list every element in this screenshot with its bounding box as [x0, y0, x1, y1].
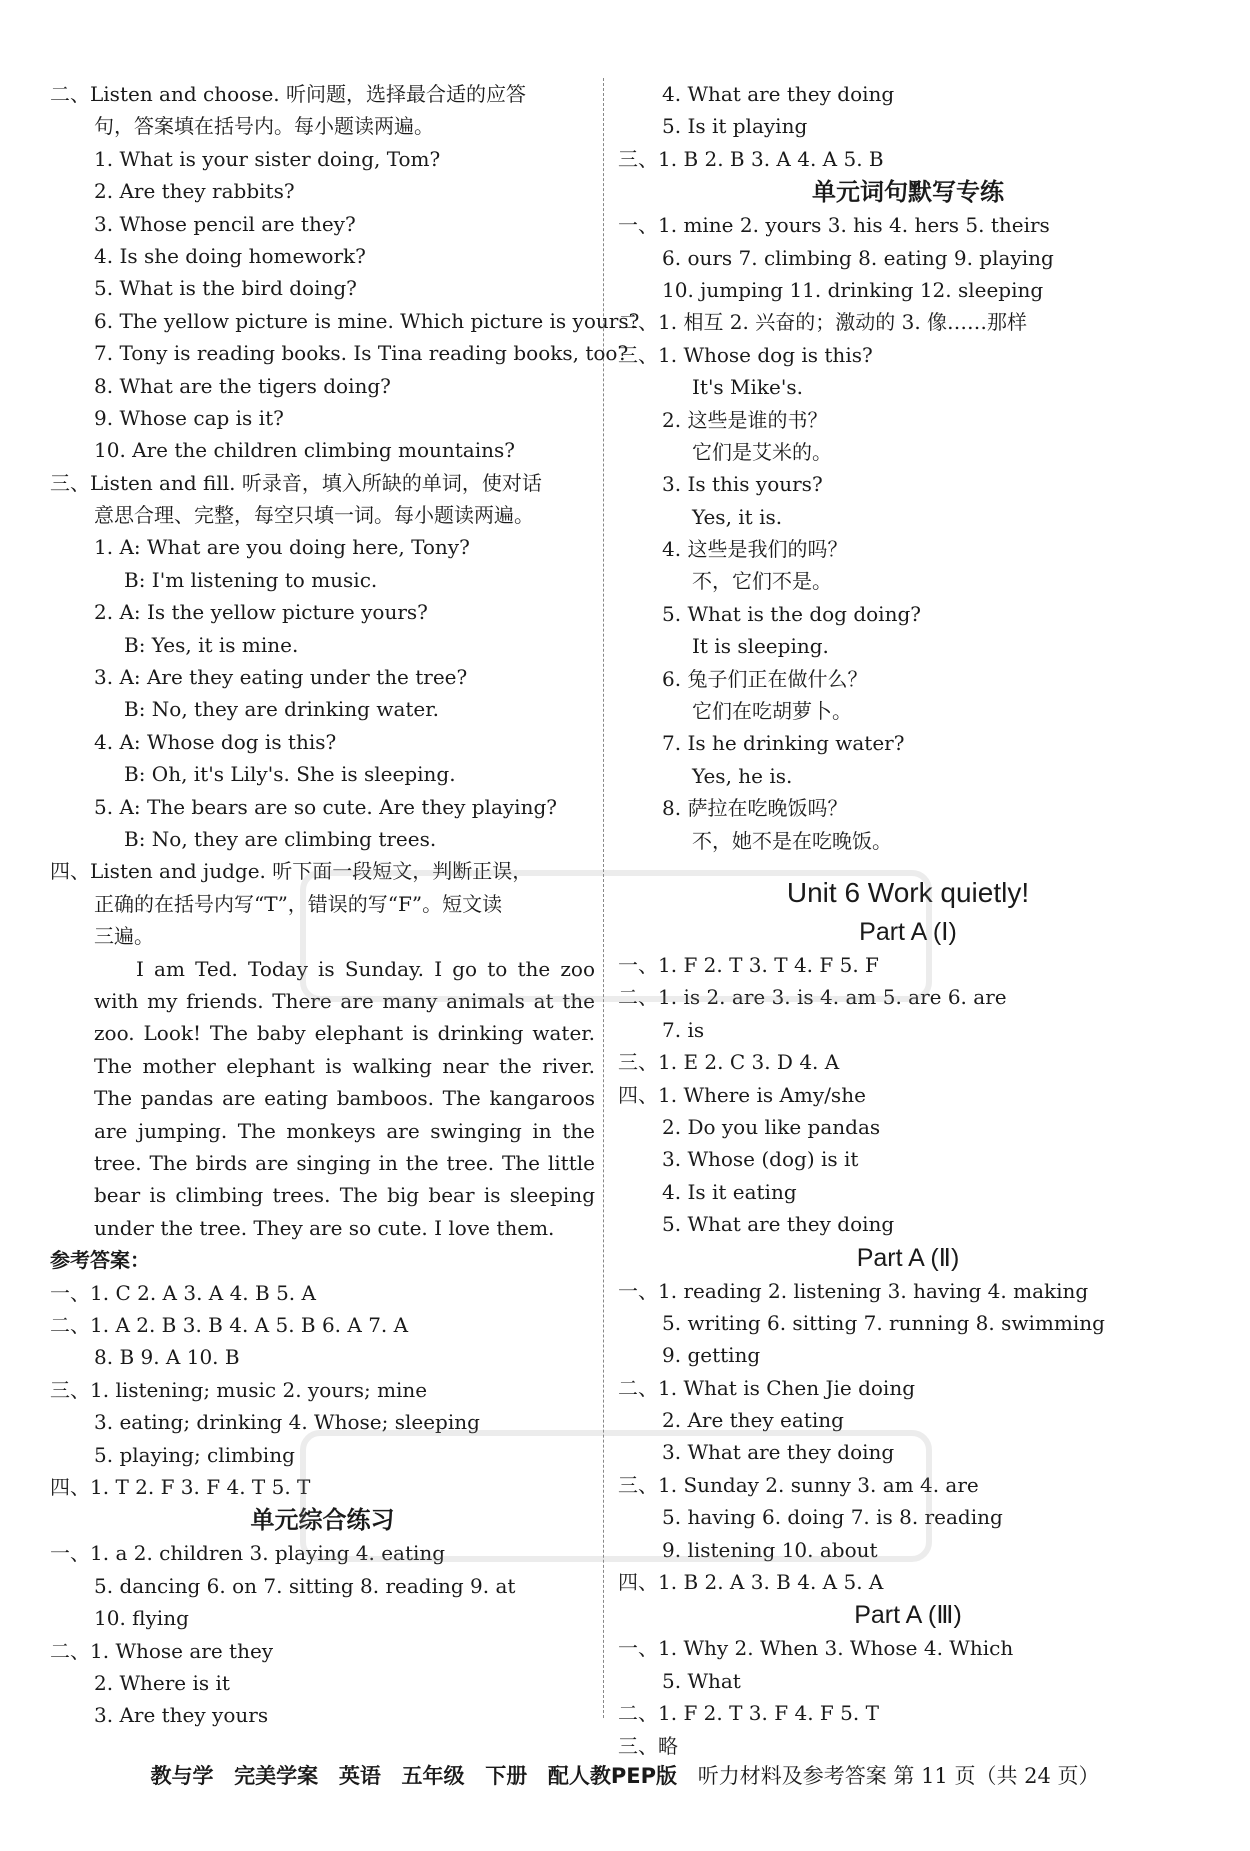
answer-line: 一、1. C 2. A 3. A 4. B 5. A — [50, 1280, 316, 1305]
section-title: 单元词句默写专练 — [812, 178, 1004, 207]
answer-line: 二、1. is 2. are 3. is 4. am 5. are 6. are — [618, 985, 1007, 1010]
dialog-line: 3. A: Are they eating under the tree? — [94, 665, 468, 690]
footer-volume: 下册 — [485, 1764, 528, 1788]
dialog-line: 5. A: The bears are so cute. Are they playing? — [94, 794, 557, 819]
answer-line: 3. eating; drinking 4. Whose; sleeping — [94, 1410, 480, 1435]
answer-line: 三、1. E 2. C 3. D 4. A — [618, 1050, 840, 1075]
answer-line: 它们是艾米的。 — [692, 439, 832, 464]
answer-line: 三、1. Whose dog is this? — [618, 342, 873, 367]
answer-line: 三、略 — [618, 1733, 678, 1758]
answer-line: 5. writing 6. sitting 7. running 8. swimming — [662, 1310, 1105, 1335]
section-heading: 二、Listen and choose. 听问题，选择最合适的应答 — [50, 82, 526, 106]
answer-line: 5. dancing 6. on 7. sitting 8. reading 9. at — [94, 1573, 516, 1598]
answer-line: 5. What are they doing — [662, 1212, 895, 1237]
part-title: Part A (Ⅰ) — [859, 917, 957, 946]
answer-line: 5. What — [662, 1668, 741, 1693]
right-column — [618, 78, 1198, 1762]
answer-line: 2. Do you like pandas — [662, 1114, 881, 1139]
answer-line: 10. flying — [94, 1606, 189, 1631]
footer-edition: 配人教PEP版 — [547, 1764, 678, 1788]
answer-line: 5. having 6. doing 7. is 8. reading — [662, 1505, 1003, 1530]
answer-line: 8. B 9. A 10. B — [94, 1345, 240, 1370]
list-item: 1. What is your sister doing, Tom? — [94, 146, 441, 171]
list-item: 4. Is she doing homework? — [94, 243, 366, 268]
part-title: Part A (Ⅱ) — [856, 1243, 960, 1272]
answer-line: 四、1. Where is Amy/she — [618, 1082, 866, 1107]
answer-line: 二、1. A 2. B 3. B 4. A 5. B 6. A 7. A — [50, 1312, 409, 1337]
section-heading: 正确的在括号内写“T”，错误的写“F”。短文读 — [94, 891, 503, 916]
answer-line: 一、1. mine 2. yours 3. his 4. hers 5. theirs — [618, 213, 1050, 238]
dialog-line: B: No, they are climbing trees. — [124, 826, 437, 851]
answer-line: 一、1. Why 2. When 3. Whose 4. Which — [618, 1636, 1014, 1661]
answer-line: 10. jumping 11. drinking 12. sleeping — [662, 277, 1044, 302]
answer-line: 不，它们不是。 — [692, 569, 832, 594]
dialog-line: B: Oh, it's Lily's. She is sleeping. — [124, 762, 456, 787]
footer-page-info: 听力材料及参考答案 第 11 页（共 24 页） — [697, 1764, 1100, 1788]
list-item: 10. Are the children climbing mountains? — [94, 438, 515, 463]
footer-series: 完美学案 — [234, 1764, 319, 1788]
answer-line: 2. Are they eating — [662, 1408, 844, 1433]
answer-line: 8. 萨拉在吃晚饭吗？ — [662, 796, 848, 821]
answer-line: 7. Is he drinking water? — [662, 731, 905, 756]
answer-line: 4. 这些是我们的吗？ — [662, 537, 848, 562]
list-item: 2. Are they rabbits? — [94, 179, 295, 204]
answers-title: 参考答案： — [50, 1248, 150, 1273]
list-item: 6. The yellow picture is mine. Which picture is yours? — [94, 308, 640, 333]
answer-line: It is sleeping. — [692, 634, 829, 659]
footer-subject: 英语 — [338, 1764, 381, 1788]
answer-line: 5. What is the dog doing? — [662, 601, 921, 626]
answer-line: 5. Is it playing — [662, 114, 808, 139]
answer-line: 三、1. Sunday 2. sunny 3. am 4. are — [618, 1472, 979, 1497]
answer-line: 不，她不是在吃晚饭。 — [692, 828, 892, 853]
answer-line: 3. Whose (dog) is it — [662, 1147, 859, 1172]
answer-line: 三、1. listening; music 2. yours; mine — [50, 1377, 428, 1402]
footer-grade: 五年级 — [401, 1764, 465, 1788]
dialog-line: B: I'm listening to music. — [124, 567, 378, 592]
answer-line: 一、1. F 2. T 3. T 4. F 5. F — [618, 952, 879, 977]
answer-line: 一、1. reading 2. listening 3. having 4. making — [618, 1278, 1089, 1303]
answer-line: 二、1. 相互 2. 兴奋的；激动的 3. 像……那样 — [618, 310, 1028, 335]
answer-line: It's Mike's. — [692, 375, 804, 400]
answer-line: 9. getting — [662, 1343, 761, 1368]
left-column — [50, 78, 640, 1732]
list-item: 5. What is the bird doing? — [94, 276, 357, 301]
answer-line: 7. is — [662, 1017, 705, 1042]
answer-line: Yes, it is. — [692, 504, 783, 529]
answer-line: 4. What are they doing — [662, 82, 895, 106]
answer-line: 四、1. T 2. F 3. F 4. T 5. T — [50, 1474, 311, 1499]
answer-line: 3. What are they doing — [662, 1440, 895, 1465]
passage-text: I am Ted. Today is Sunday. I go to the zoo with my friends. There are many animals at the zoo. Look! The baby elephant is drinking water. The mother elephant is walking near the river. The pandas are eating bamboos. The kangaroos are jumping. The monkeys are swinging in the tree. The birds are singing in the tree. The little bear is climbing trees. The big bear is sleeping under the tree. They are so cute. I love them. — [94, 956, 595, 1240]
answer-line: 二、1. What is Chen Jie doing — [618, 1375, 916, 1400]
passage — [50, 953, 595, 1245]
answer-line: 6. 兔子们正在做什么？ — [662, 666, 868, 691]
answer-line: 3. Are they yours — [94, 1703, 269, 1728]
dialog-line: B: Yes, it is mine. — [124, 632, 299, 657]
unit-title: Unit 6 Work quietly! — [786, 876, 1030, 908]
answer-line: 它们在吃胡萝卜。 — [692, 699, 852, 724]
answer-line: 3. Is this yours? — [662, 472, 823, 497]
answer-line: 三、1. B 2. B 3. A 4. A 5. B — [618, 146, 884, 171]
section-title: 单元综合练习 — [250, 1506, 395, 1535]
dialog-line: 4. A: Whose dog is this? — [94, 729, 337, 754]
answer-line: 2. 这些是谁的书？ — [662, 407, 828, 432]
section-heading: 四、Listen and judge. 听下面一段短文，判断正误， — [50, 859, 533, 884]
list-item: 9. Whose cap is it? — [94, 405, 284, 430]
section-heading: 句，答案填在括号内。每小题读两遍。 — [94, 114, 434, 139]
answer-line: 一、1. a 2. children 3. playing 4. eating — [50, 1541, 446, 1566]
answer-line: 2. Where is it — [94, 1670, 230, 1695]
section-heading: 意思合理、完整，每空只填一词。每小题读两遍。 — [94, 503, 534, 528]
section-heading: 三遍。 — [94, 924, 154, 949]
footer-brand: 教与学 — [150, 1764, 214, 1788]
dialog-line: 2. A: Is the yellow picture yours? — [94, 600, 428, 625]
dialog-line: B: No, they are drinking water. — [124, 697, 439, 722]
answer-line: 5. playing; climbing — [94, 1442, 295, 1467]
dialog-line: 1. A: What are you doing here, Tony? — [94, 535, 470, 560]
answer-line: 二、1. F 2. T 3. F 4. F 5. T — [618, 1701, 879, 1726]
page-footer — [0, 1756, 1250, 1796]
answer-line: 四、1. B 2. A 3. B 4. A 5. A — [618, 1570, 884, 1595]
list-item: 7. Tony is reading books. Is Tina reading books, too? — [94, 341, 629, 366]
answer-line: 4. Is it eating — [662, 1179, 797, 1204]
section-heading: 三、Listen and fill. 听录音，填入所缺的单词，使对话 — [50, 470, 542, 495]
answer-line: 9. listening 10. about — [662, 1537, 878, 1562]
answer-line: 6. ours 7. climbing 8. eating 9. playing — [662, 245, 1054, 270]
answer-line: 二、1. Whose are they — [50, 1638, 274, 1663]
list-item: 8. What are the tigers doing? — [94, 373, 391, 398]
part-title: Part A (Ⅲ) — [854, 1601, 962, 1630]
list-item: 3. Whose pencil are they? — [94, 211, 356, 236]
answer-line: Yes, he is. — [692, 763, 793, 788]
